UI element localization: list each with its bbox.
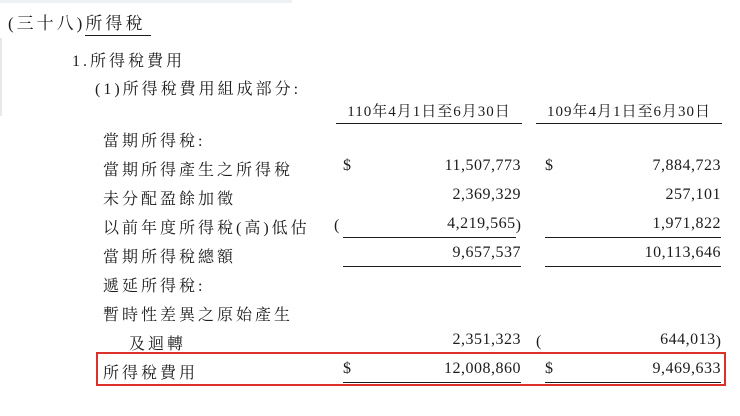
- table-row: [0, 330, 740, 359]
- section-number: (三十八): [8, 14, 86, 33]
- amount-rule: [545, 360, 721, 383]
- amount-value: 4,219,565: [447, 215, 516, 232]
- amount-cell: [536, 331, 721, 354]
- amount-cell: [545, 244, 721, 267]
- amount-cell: [334, 215, 521, 238]
- row-label: 暫時性差異之原始產生: [103, 307, 294, 324]
- amount-value: 644,013: [660, 331, 716, 348]
- amount-value: 12,008,860: [444, 360, 521, 377]
- subheading-income-tax-expense: 1.所得稅費用: [72, 53, 186, 70]
- amount-value: 257,101: [665, 186, 721, 203]
- amount-rule: [545, 331, 716, 354]
- table-row: [0, 359, 740, 388]
- table-row: [0, 185, 740, 214]
- amount-cell: [343, 157, 521, 179]
- close-paren: ): [715, 333, 721, 350]
- table-row: [0, 301, 740, 330]
- row-label: 當期所得產生之所得稅: [103, 162, 294, 179]
- amount-rule: [343, 331, 521, 354]
- section-title: 所得稅: [85, 14, 151, 36]
- amount-cell: [545, 215, 721, 238]
- col-header-current-period: 110年4月1日至6月30日: [336, 100, 522, 124]
- amount-value: 10,113,646: [644, 244, 721, 261]
- dollar-sign: $: [343, 360, 351, 377]
- scan-artifact-top: [0, 0, 292, 3]
- dollar-sign: $: [545, 157, 553, 174]
- amount-rule: [545, 186, 721, 208]
- section-heading: [8, 9, 151, 34]
- scan-artifact-left: [0, 38, 2, 116]
- amount-value: 11,507,773: [444, 157, 521, 174]
- row-label: 當期所得稅總額: [103, 249, 237, 266]
- dollar-sign: $: [343, 157, 351, 174]
- table-row: [0, 214, 740, 243]
- row-label: 所得稅費用: [103, 365, 199, 382]
- amount-rule: [343, 360, 521, 383]
- amount-value: 2,351,323: [452, 331, 521, 348]
- amount-value: 7,884,723: [652, 157, 721, 174]
- amount-rule: [343, 186, 521, 208]
- amount-value: 9,657,537: [452, 244, 521, 261]
- amount-rule: [545, 244, 721, 267]
- dollar-sign: $: [545, 360, 553, 377]
- open-paren: (: [536, 333, 542, 350]
- row-label: 以前年度所得稅(高)低估: [103, 220, 310, 237]
- amount-rule: [343, 215, 516, 238]
- amount-cell: [343, 186, 521, 208]
- amount-value: 2,369,329: [452, 186, 521, 203]
- row-label: 及迴轉: [129, 336, 187, 353]
- row-label: 當期所得稅:: [103, 133, 206, 150]
- row-label: 未分配盈餘加徵: [103, 191, 237, 208]
- col-header-prior-period: 109年4月1日至6月30日: [536, 100, 722, 124]
- amount-cell: [343, 331, 521, 354]
- amount-cell: [545, 360, 721, 383]
- table-rows: [0, 127, 740, 388]
- amount-cell: [545, 157, 721, 179]
- amount-cell: [343, 244, 521, 267]
- amount-rule: [545, 157, 721, 179]
- close-paren: ): [515, 217, 521, 234]
- table-row: [0, 156, 740, 185]
- amount-rule: [545, 215, 721, 238]
- amount-value: 9,469,633: [652, 360, 721, 377]
- open-paren: (: [334, 217, 340, 234]
- amount-rule: [343, 244, 521, 267]
- amount-value: 1,971,822: [652, 215, 721, 232]
- table-row: [0, 127, 740, 156]
- table-row: [0, 243, 740, 272]
- subheading-components: (1)所得稅費用組成部分:: [95, 81, 302, 98]
- amount-rule: [343, 157, 521, 179]
- amount-cell: [343, 360, 521, 383]
- row-label: 遞延所得稅:: [103, 278, 206, 295]
- amount-cell: [545, 186, 721, 208]
- table-row: [0, 272, 740, 301]
